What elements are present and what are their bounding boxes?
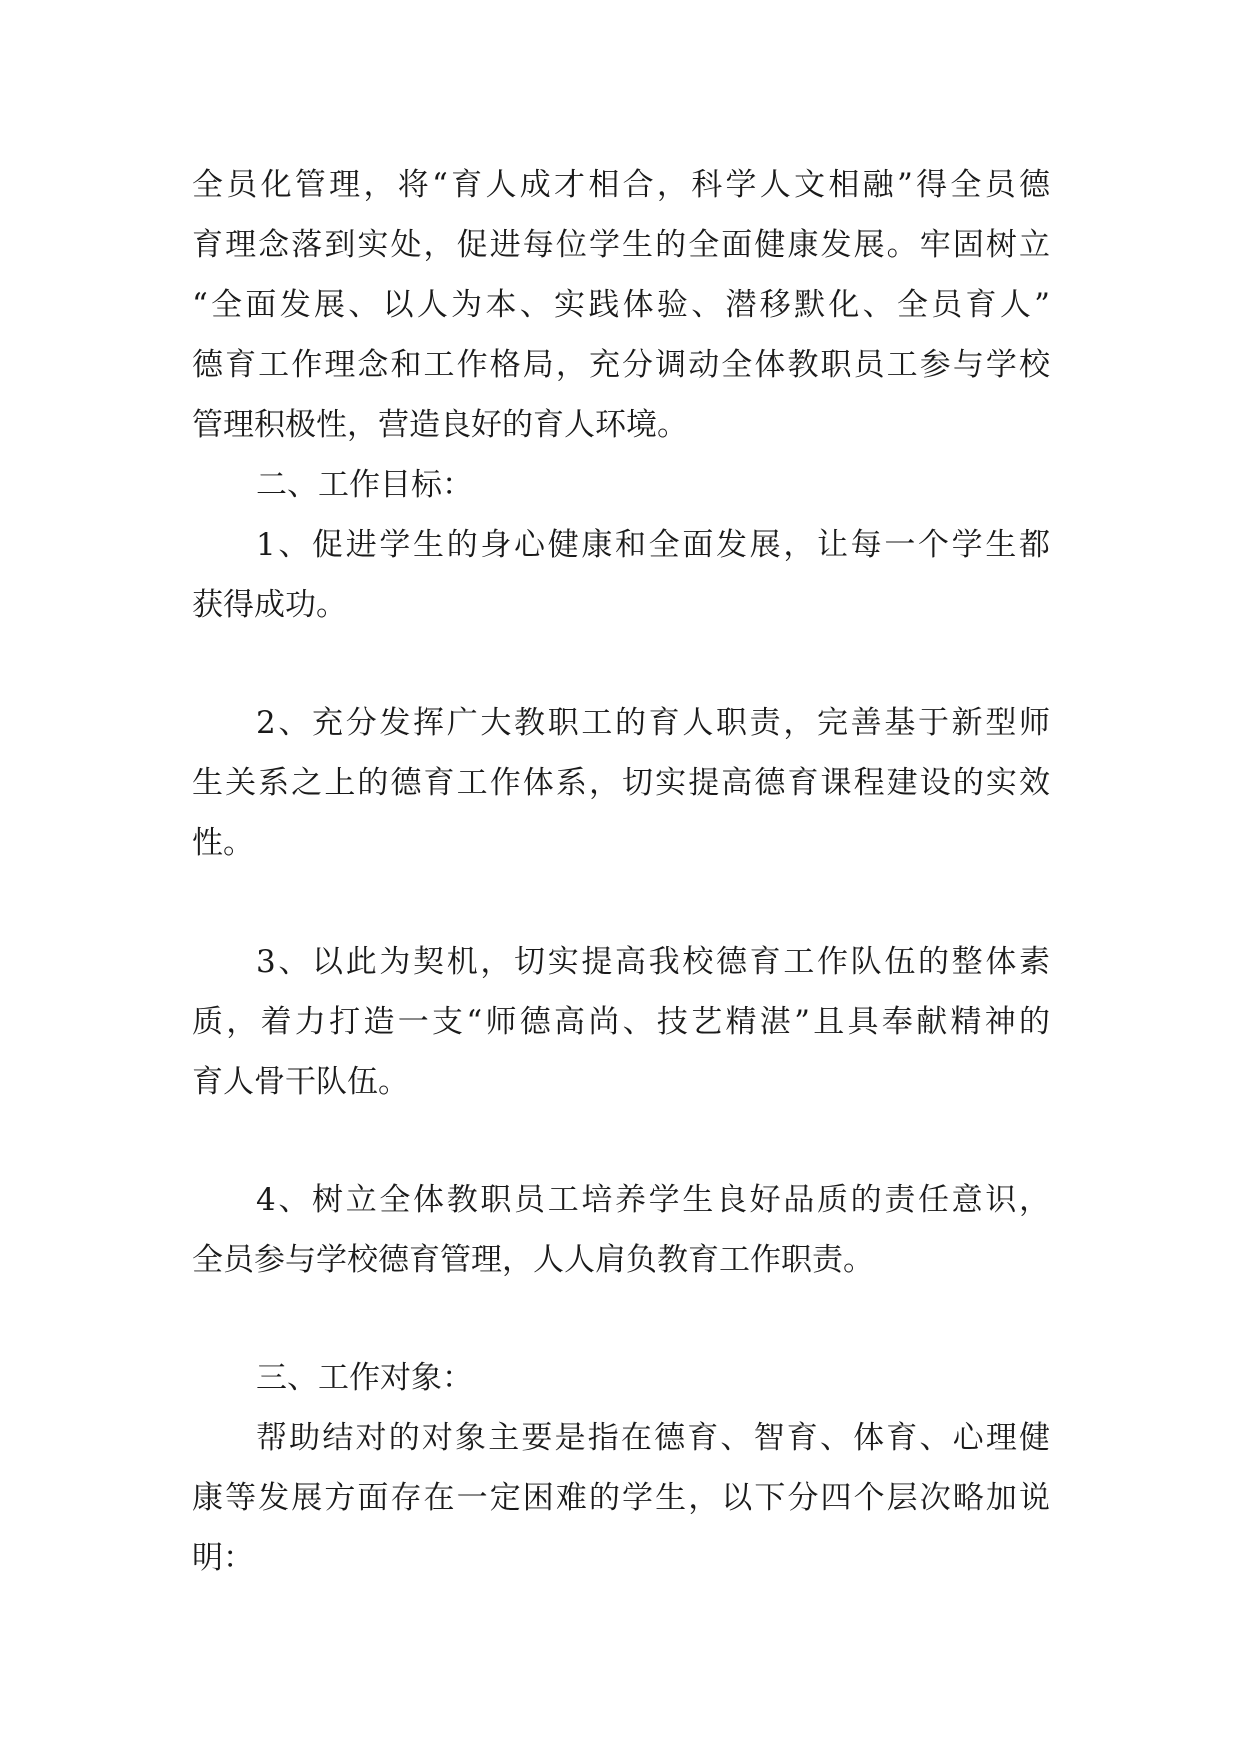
paragraph-line: 育理念落到实处，促进每位学生的全面健康发展。牢固树立 xyxy=(192,227,1050,263)
paragraph-line: 明： xyxy=(192,1540,254,1576)
section-heading: 三、工作对象： xyxy=(256,1360,473,1396)
paragraph-line: 获得成功。 xyxy=(192,587,347,623)
list-item-4: 4、树立全体教职员工培养学生良好品质的责任意识， xyxy=(256,1182,1050,1218)
paragraph-line: “全面发展、以人为本、实践体验、潜移默化、全员育人” xyxy=(192,287,1050,323)
paragraph-line: 德育工作理念和工作格局，充分调动全体教职员工参与学校 xyxy=(192,347,1050,383)
list-item-2: 2、充分发挥广大教职工的育人职责，完善基于新型师 xyxy=(256,705,1050,741)
list-item-3: 3、以此为契机，切实提高我校德育工作队伍的整体素 xyxy=(256,944,1050,980)
section-heading: 二、工作目标： xyxy=(256,467,473,503)
paragraph-line: 质，着力打造一支“师德高尚、技艺精湛”且具奉献精神的 xyxy=(192,1004,1050,1040)
list-item-1: 1、促进学生的身心健康和全面发展，让每一个学生都 xyxy=(256,527,1050,563)
paragraph-line: 全员化管理，将“育人成才相合，科学人文相融”得全员德 xyxy=(192,167,1050,203)
paragraph-line: 康等发展方面存在一定困难的学生，以下分四个层次略加说 xyxy=(192,1480,1050,1516)
paragraph-line: 管理积极性，营造良好的育人环境。 xyxy=(192,407,688,443)
paragraph-line: 帮助结对的对象主要是指在德育、智育、体育、心理健 xyxy=(256,1420,1050,1456)
paragraph-line: 性。 xyxy=(192,825,254,861)
paragraph-line: 全员参与学校德育管理，人人肩负教育工作职责。 xyxy=(192,1242,874,1278)
paragraph-line: 生关系之上的德育工作体系，切实提高德育课程建设的实效 xyxy=(192,765,1050,801)
paragraph-line: 育人骨干队伍。 xyxy=(192,1064,409,1100)
